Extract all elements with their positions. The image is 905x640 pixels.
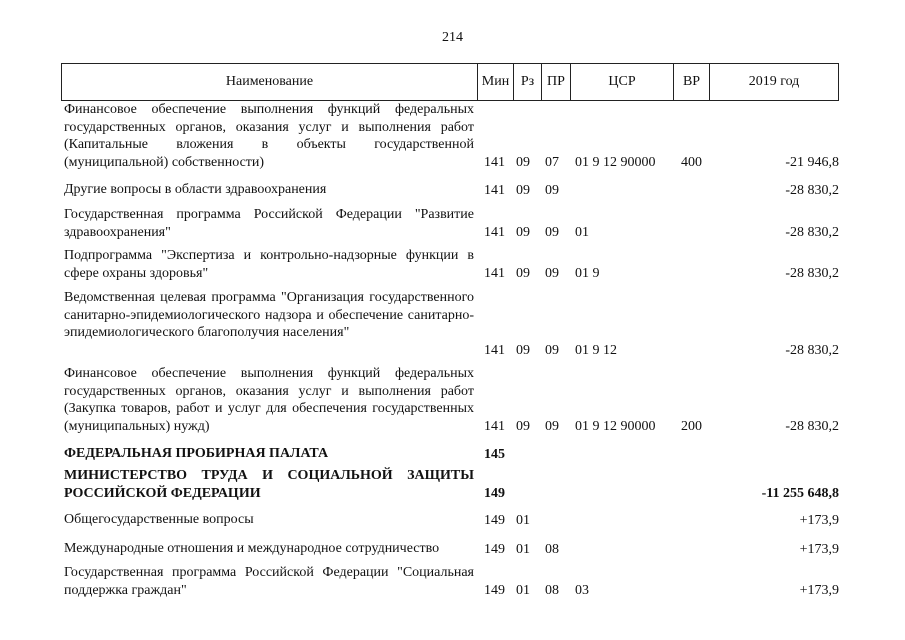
row-rz: 09	[516, 342, 530, 358]
table-row	[61, 289, 839, 359]
row-pr: 09	[545, 224, 559, 240]
row-min: 141	[484, 154, 505, 170]
table-row	[61, 365, 839, 435]
row-min: 141	[484, 418, 505, 434]
row-rz: 09	[516, 418, 530, 434]
table-row	[61, 181, 839, 199]
row-pr: 09	[545, 265, 559, 281]
row-rz: 09	[516, 154, 530, 170]
row-rz: 01	[516, 512, 530, 528]
row-name: Государственная программа Российской Федерации "Развитие здравоохранения"	[64, 207, 474, 240]
header-year: 2019 год	[748, 74, 800, 89]
table-row	[61, 511, 839, 529]
row-name: Государственная программа Российской Федерации "Социальная поддержка граждан"	[64, 565, 474, 598]
row-csr: 03	[575, 582, 589, 598]
row-vr: 200	[681, 418, 702, 434]
row-sum: -11 255 648,8	[761, 485, 839, 501]
row-csr: 01 9 12 90000	[575, 154, 656, 170]
row-rz: 01	[516, 541, 530, 557]
header-rz: Рз	[514, 64, 542, 100]
header-pr: ПР	[542, 64, 571, 100]
row-rz: 09	[516, 265, 530, 281]
row-min: 149	[484, 485, 505, 501]
header-vr: ВР	[674, 64, 710, 100]
row-csr: 01 9 12	[575, 342, 617, 358]
row-sum: +173,9	[799, 541, 839, 557]
row-min: 149	[484, 582, 505, 598]
row-sum: -28 830,2	[785, 418, 839, 434]
table-row	[61, 564, 839, 599]
header-csr: ЦСР	[571, 64, 674, 100]
page-number: 214	[442, 30, 463, 45]
row-name: ФЕДЕРАЛЬНАЯ ПРОБИРНАЯ ПАЛАТА	[64, 446, 329, 461]
row-name: Подпрограмма "Экспертиза и контрольно-надзорные функции в сфере охраны здоровья"	[64, 248, 474, 281]
row-sum: -28 830,2	[785, 224, 839, 240]
row-name: Финансовое обеспечение выполнения функций федеральных государственных органов, оказания услуг и выполнения работ (Закупка товаров, работ и услуг для обеспечения государственных (муниципальных) нужд)	[64, 366, 474, 434]
row-csr: 01 9	[575, 265, 600, 281]
row-csr: 01	[575, 224, 589, 240]
table-row	[61, 101, 839, 171]
row-pr: 09	[545, 342, 559, 358]
table-row	[61, 206, 839, 241]
row-min: 145	[484, 446, 505, 462]
row-name: Международные отношения и международное сотрудничество	[64, 541, 440, 556]
row-sum: +173,9	[799, 512, 839, 528]
row-name: Другие вопросы в области здравоохранения	[64, 182, 327, 197]
table-row	[61, 247, 839, 282]
row-min: 149	[484, 541, 505, 557]
row-sum: -28 830,2	[785, 342, 839, 358]
table-row	[61, 467, 839, 502]
row-min: 141	[484, 182, 505, 198]
row-pr: 07	[545, 154, 559, 170]
table-row	[61, 540, 839, 558]
row-sum: -28 830,2	[785, 265, 839, 281]
row-pr: 09	[545, 182, 559, 198]
row-pr: 09	[545, 418, 559, 434]
row-rz: 09	[516, 182, 530, 198]
row-name: МИНИСТЕРСТВО ТРУДА И СОЦИАЛЬНОЙ ЗАЩИТЫ РОССИЙСКОЙ ФЕДЕРАЦИИ	[64, 468, 474, 501]
row-sum: -21 946,8	[785, 154, 839, 170]
row-vr: 400	[681, 154, 702, 170]
row-min: 141	[484, 342, 505, 358]
row-sum: +173,9	[799, 582, 839, 598]
row-pr: 08	[545, 582, 559, 598]
row-name: Общегосударственные вопросы	[64, 512, 254, 527]
table-header	[61, 63, 839, 101]
header-name: Наименование	[62, 64, 478, 100]
row-min: 141	[484, 265, 505, 281]
row-pr: 08	[545, 541, 559, 557]
row-rz: 01	[516, 582, 530, 598]
row-csr: 01 9 12 90000	[575, 418, 656, 434]
row-rz: 09	[516, 224, 530, 240]
row-sum: -28 830,2	[785, 182, 839, 198]
row-min: 149	[484, 512, 505, 528]
header-min: Мин	[478, 64, 514, 100]
row-name: Финансовое обеспечение выполнения функций федеральных государственных органов, оказания услуг и выполнения работ (Капитальные вложения в объекты государственной (муниципальной) собственности)	[64, 102, 474, 170]
row-name: Ведомственная целевая программа "Организация государственного санитарно-эпидемиологического надзора и обеспечение санитарно-эпидемиологического благополучия населения"	[64, 290, 474, 340]
table-row	[61, 445, 839, 463]
row-min: 141	[484, 224, 505, 240]
